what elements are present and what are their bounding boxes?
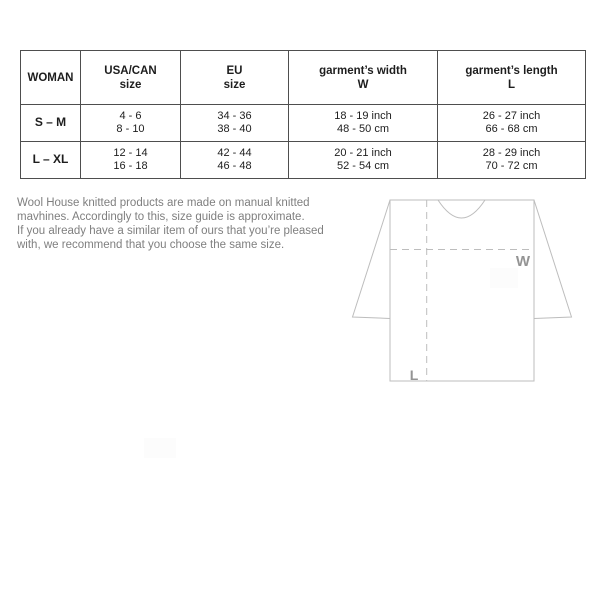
garment-width-cell [289,105,438,142]
garment-width-cell [289,142,438,179]
cell-line: 18 - 19 inch [334,109,392,122]
cell-line: 52 - 54 cm [337,160,389,172]
header-label: EU [226,64,243,77]
header-label: garment’s length [465,64,558,77]
cell-line: 28 - 29 inch [482,146,541,159]
cell-line: 34 - 36 [217,109,252,122]
eu-cell [181,105,289,142]
size-guide-note [17,196,357,252]
header-label: USA/CAN [104,64,157,77]
garment-right-sleeve [534,200,572,319]
usa-can-cell [81,142,181,179]
cell-line: 4 - 6 [119,109,142,122]
cell-line: 20 - 21 inch [334,146,392,159]
header-cell-garment-length [438,51,586,105]
size-label-cell: L – XL [21,142,81,179]
eu-cell [181,142,289,179]
header-label: WOMAN [27,71,74,84]
garment-body-outline [390,200,534,381]
header-label-sub: W [357,78,369,91]
cell-line: 16 - 18 [113,160,148,172]
table-header-row [21,51,586,105]
note-line: with, we recommend that you choose the same size. [17,239,285,251]
usa-can-cell [81,105,181,142]
header-label: garment’s width [319,64,407,77]
header-cell-usa-can-size [81,51,181,105]
table-row-l-xl [21,142,586,179]
cell-line: 12 - 14 [113,146,148,159]
header-cell-woman [21,51,81,105]
cell-line: 42 - 44 [217,146,252,159]
cell-line: 70 - 72 cm [485,160,538,172]
cell-line: 66 - 68 cm [485,123,538,135]
width-label: W [515,253,531,270]
garment-length-cell [438,142,586,179]
cell-line: 46 - 48 [217,160,252,172]
header-cell-eu-size [181,51,289,105]
watermark-artifact [144,438,176,458]
header-label-sub: L [507,78,516,91]
cell-line: 48 - 50 cm [337,123,389,135]
header-cell-garment-width [289,51,438,105]
table-row-s-m [21,105,586,142]
cell-line: 26 - 27 inch [482,109,541,122]
header-label-sub: size [119,78,142,91]
header-label-sub: size [223,78,246,91]
garment-length-cell [438,105,586,142]
length-label: L [409,367,419,383]
note-line: If you already have a similar item of ours that you’re pleased [17,225,324,237]
garment-diagram [340,190,585,395]
garment-left-sleeve [353,200,391,319]
cell-line: 38 - 40 [217,123,252,135]
cell-line: 8 - 10 [116,123,145,135]
note-line: Wool House knitted products are made on manual knitted [17,197,310,209]
size-label-cell: S – M [21,105,81,142]
size-guide-table [20,50,586,179]
note-line: mavhines. Accordingly to this, size guide is approximate. [17,211,305,223]
garment-neckline [438,200,485,218]
